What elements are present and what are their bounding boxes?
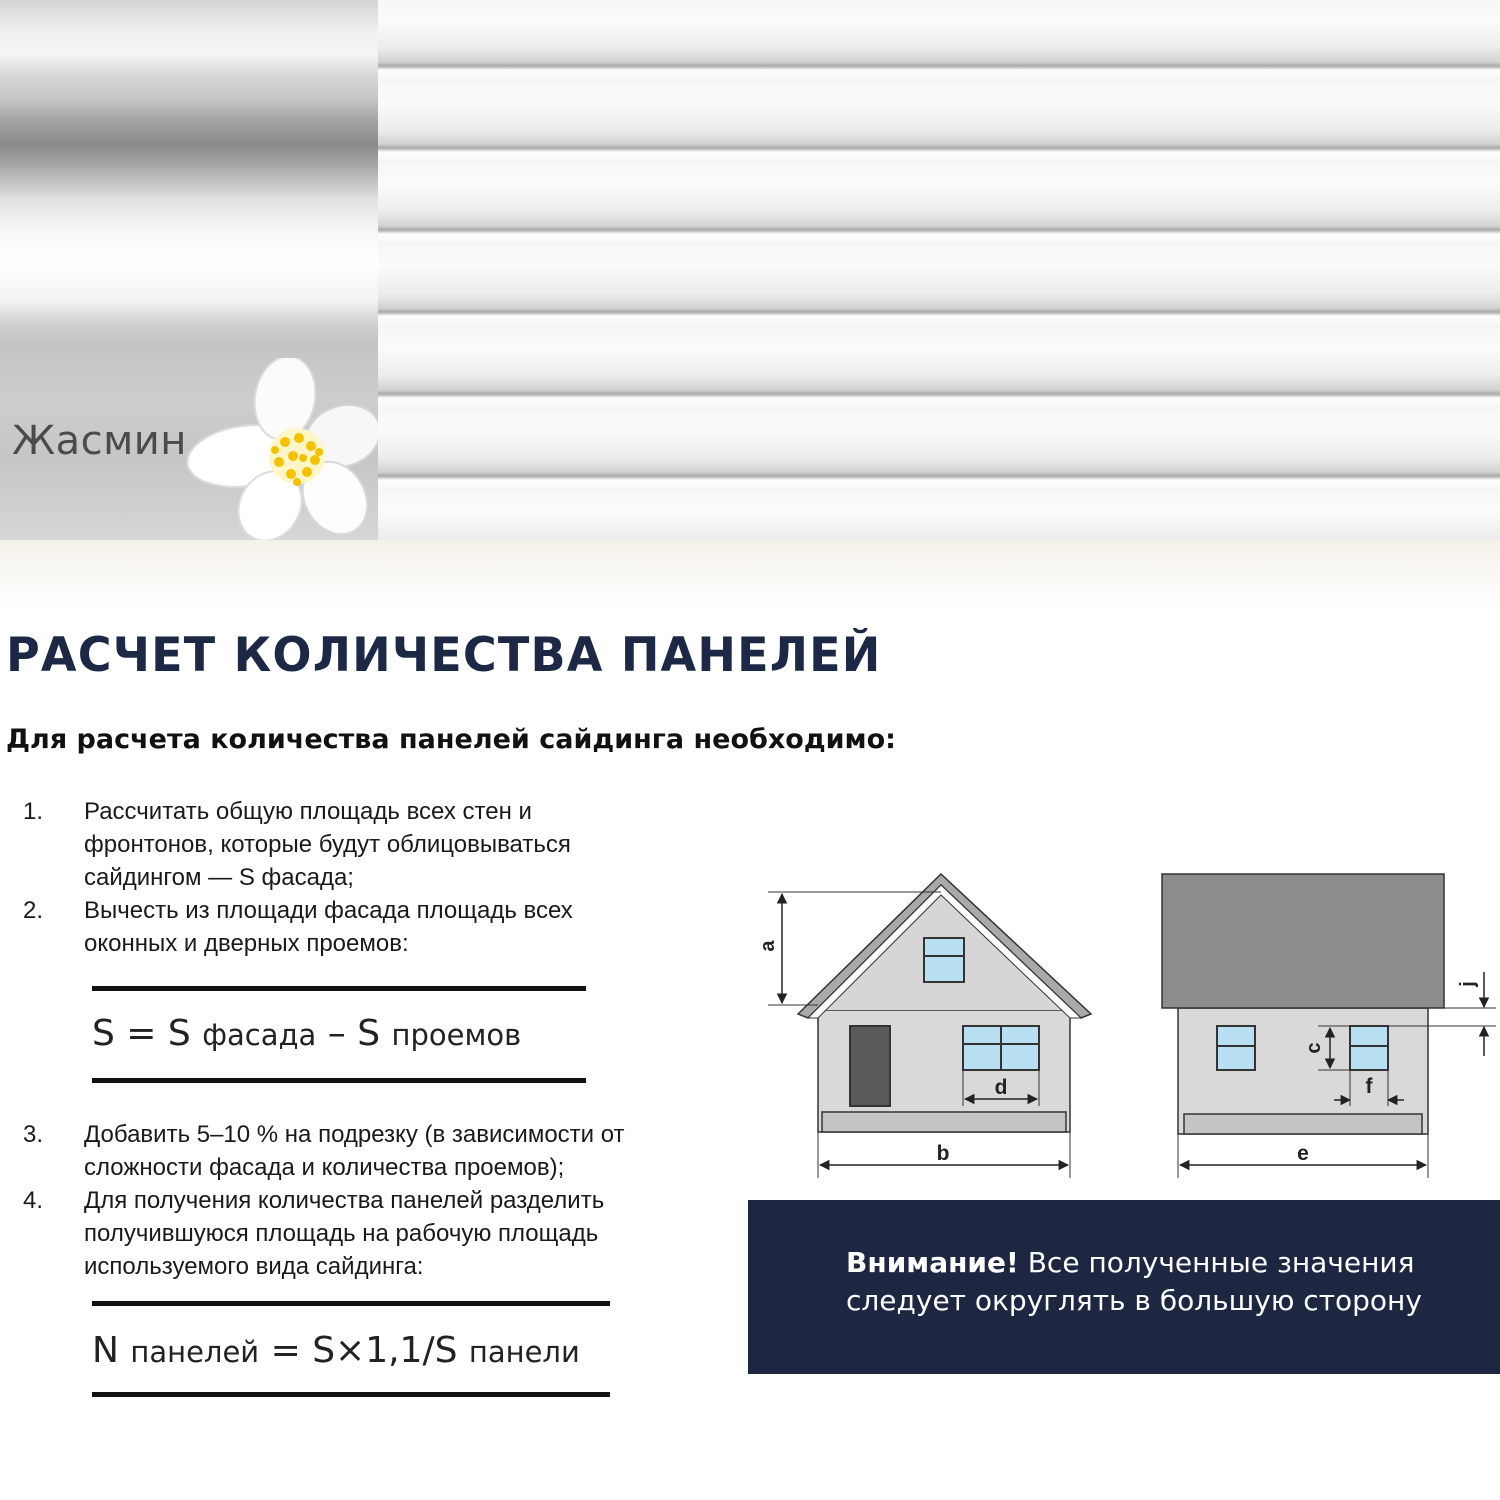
step-number: 2. [23,897,44,924]
notice-box [748,1200,1500,1374]
page-title: РАСЧЕТ КОЛИЧЕСТВА ПАНЕЛЕЙ [6,628,882,683]
notice-body: Все полученные значения следует округлять в большую сторону [846,1246,1422,1317]
banner-fade [0,540,1500,610]
dimension-a-label: a [757,940,779,952]
notice-text [846,1244,1466,1320]
dimension-d-label: d [994,1076,1008,1099]
step-text: Вычесть из площади фасада площадь всех оконных и дверных проемов: [84,897,573,957]
siding-banner [0,0,1500,540]
dimension-b-label: b [936,1142,950,1165]
page-subtitle: Для расчета количества панелей сайдинга необходимо: [6,724,896,755]
step-text: Добавить 5–10 % на подрезку (в зависимости от сложности фасада и количества проемов); [84,1121,625,1181]
side-house [1162,874,1444,1134]
house-diagrams [748,860,1500,1190]
step-text: Рассчитать общую площадь всех стен и фронтонов, которые будут облицовываться сайдингом — S фасада; [84,798,571,891]
notice-bold: Внимание! [846,1246,1019,1279]
formula-panels: N панелей = S×1,1/S панели [92,1330,580,1371]
jasmine-flower-icon [185,358,380,540]
step-number: 1. [23,798,44,825]
dimension-j-label: j [1457,981,1479,987]
formula2-rule-bottom [92,1392,610,1397]
formula-rule-top [92,986,586,991]
formula2-rule-top [92,1301,610,1306]
dimension-e-label: e [1297,1142,1309,1165]
dimension-c-label: c [1303,1042,1325,1054]
color-name-label: Жасмин [12,418,187,464]
step-number: 3. [23,1121,44,1148]
step-text: Для получения количества панелей разделить получившуюся площадь на рабочую площадь используемого вида сайдинга: [84,1187,605,1280]
dimension-f-label: f [1365,1075,1373,1098]
siding-boards [378,0,1500,540]
formula-rule-bottom [92,1078,586,1083]
step-number: 4. [23,1187,44,1214]
formula-area: S = S фасада – S проемов [92,1013,522,1054]
front-house [798,874,1091,1132]
